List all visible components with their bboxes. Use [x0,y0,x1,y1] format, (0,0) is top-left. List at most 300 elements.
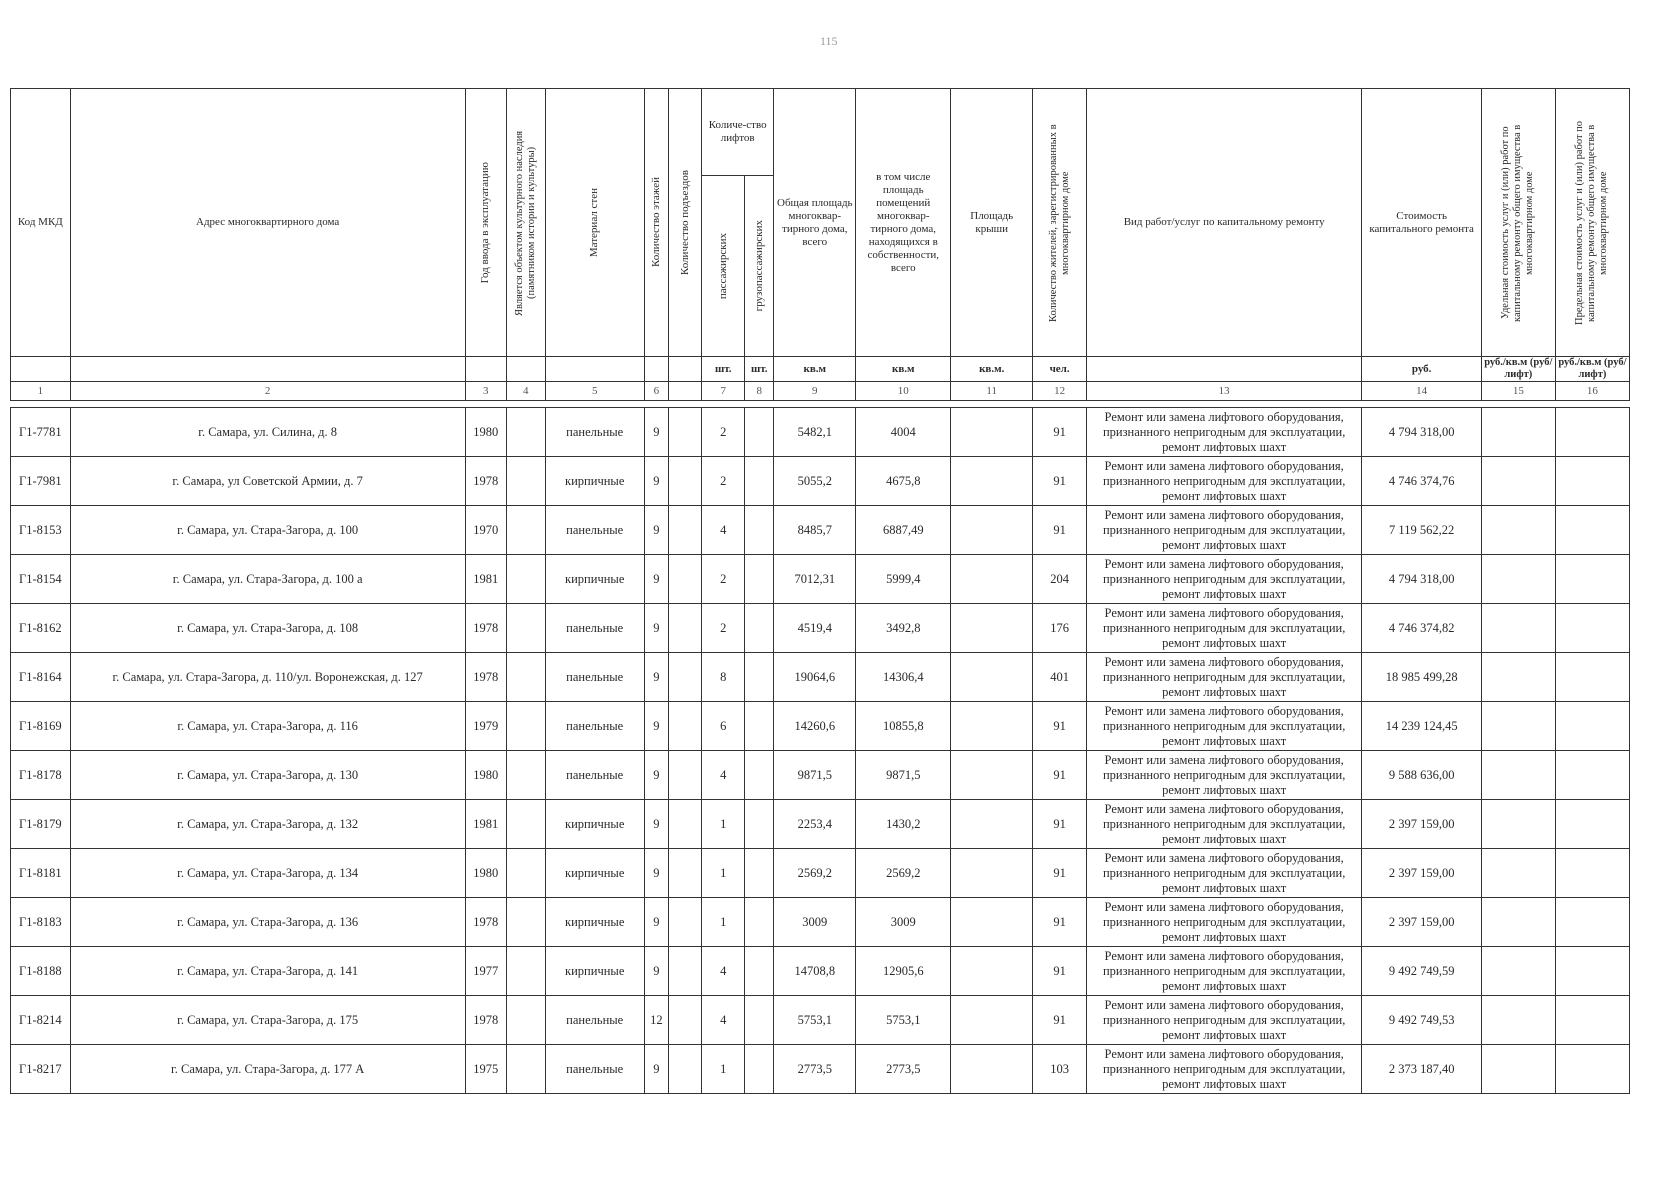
floors-cell: 9 [644,1045,669,1094]
year-cell: 1970 [465,506,506,555]
unit-cost-cell [1481,849,1555,898]
max-cost-cell [1555,800,1629,849]
table-body [11,408,1630,1094]
address-cell: г. Самара, ул Советской Армии, д. 7 [70,457,465,506]
owned-area-cell: 2569,2 [856,849,951,898]
freight-lifts-cell [745,898,774,947]
owned-area-cell: 14306,4 [856,653,951,702]
max-cost-cell [1555,653,1629,702]
year-cell: 1979 [465,702,506,751]
roof-area-cell [951,947,1033,996]
header-address: Адрес многоквартирного дома [70,89,465,357]
heritage-cell [506,457,545,506]
table-row [11,604,1630,653]
table-row [11,947,1630,996]
heritage-cell [506,408,545,457]
entrances-cell [669,1045,702,1094]
col-number: 14 [1362,382,1481,401]
table-row [11,555,1630,604]
repair-cost-cell: 2 373 187,40 [1362,1045,1481,1094]
unit-14: руб. [1362,357,1481,382]
year-cell: 1975 [465,1045,506,1094]
year-cell: 1980 [465,751,506,800]
roof-area-cell [951,702,1033,751]
repair-cost-cell: 7 119 562,22 [1362,506,1481,555]
passenger-lifts-cell: 1 [702,800,745,849]
year-cell: 1981 [465,800,506,849]
max-cost-cell [1555,702,1629,751]
floors-cell: 9 [644,604,669,653]
entrances-cell [669,800,702,849]
unit-blank-5 [545,357,644,382]
residents-cell: 91 [1033,408,1086,457]
roof-area-cell [951,604,1033,653]
table-row [11,849,1630,898]
col-number: 16 [1555,382,1629,401]
work-type-cell: Ремонт или замена лифтового оборудования, признанного непригодным для эксплуатации, ремонт лифтовых шахт [1086,506,1362,555]
total-area-cell: 5753,1 [774,996,856,1045]
unit-blank-6b [669,357,702,382]
address-cell: г. Самара, ул. Стара-Загора, д. 177 А [70,1045,465,1094]
entrances-cell [669,702,702,751]
total-area-cell: 2773,5 [774,1045,856,1094]
residents-cell: 91 [1033,996,1086,1045]
heritage-cell [506,604,545,653]
heritage-cell [506,1045,545,1094]
mkd-code-cell: Г1-7781 [11,408,71,457]
heritage-cell [506,751,545,800]
entrances-cell [669,849,702,898]
header-heritage: Является объектом культурного наследия (памятником истории и культуры) [506,89,545,357]
unit-9: кв.м [774,357,856,382]
freight-lifts-cell [745,996,774,1045]
freight-lifts-cell [745,849,774,898]
wall-material-cell: панельные [545,751,644,800]
max-cost-cell [1555,849,1629,898]
col-number: 6 [644,382,669,401]
table-row [11,408,1630,457]
unit-16: руб./кв.м (руб/лифт) [1555,357,1629,382]
entrances-cell [669,947,702,996]
max-cost-cell [1555,604,1629,653]
col-number: 9 [774,382,856,401]
table-row [11,702,1630,751]
unit-blank-4 [506,357,545,382]
entrances-cell [669,898,702,947]
repair-cost-cell: 9 492 749,59 [1362,947,1481,996]
wall-material-cell: кирпичные [545,555,644,604]
owned-area-cell: 4004 [856,408,951,457]
heritage-cell [506,947,545,996]
unit-7: шт. [702,357,745,382]
work-type-cell: Ремонт или замена лифтового оборудования, признанного непригодным для эксплуатации, ремонт лифтовых шахт [1086,751,1362,800]
unit-cost-cell [1481,408,1555,457]
repair-cost-cell: 4 746 374,76 [1362,457,1481,506]
floors-cell: 9 [644,555,669,604]
mkd-code-cell: Г1-8181 [11,849,71,898]
col-number: 13 [1086,382,1362,401]
unit-8: шт. [745,357,774,382]
max-cost-cell [1555,947,1629,996]
repair-cost-cell: 2 397 159,00 [1362,800,1481,849]
wall-material-cell: кирпичные [545,849,644,898]
passenger-lifts-cell: 2 [702,408,745,457]
floors-cell: 9 [644,702,669,751]
unit-cost-cell [1481,947,1555,996]
address-cell: г. Самара, ул. Стара-Загора, д. 141 [70,947,465,996]
header-lifts-group: Количе-ство лифтов [702,89,774,176]
floors-cell: 9 [644,849,669,898]
floors-cell: 9 [644,506,669,555]
entrances-cell [669,506,702,555]
unit-cost-cell [1481,800,1555,849]
owned-area-cell: 3492,8 [856,604,951,653]
separator [11,401,1630,408]
owned-area-cell: 12905,6 [856,947,951,996]
heritage-cell [506,506,545,555]
floors-cell: 9 [644,457,669,506]
total-area-cell: 5055,2 [774,457,856,506]
col-number: 4 [506,382,545,401]
owned-area-cell: 5753,1 [856,996,951,1045]
roof-area-cell [951,653,1033,702]
header-floors: Количество этажей [644,89,669,357]
unit-11: кв.м. [951,357,1033,382]
mkd-code-cell: Г1-8179 [11,800,71,849]
address-cell: г. Самара, ул. Стара-Загора, д. 132 [70,800,465,849]
mkd-code-cell: Г1-8188 [11,947,71,996]
work-type-cell: Ремонт или замена лифтового оборудования, признанного непригодным для эксплуатации, ремонт лифтовых шахт [1086,1045,1362,1094]
work-type-cell: Ремонт или замена лифтового оборудования, признанного непригодным для эксплуатации, ремонт лифтовых шахт [1086,996,1362,1045]
total-area-cell: 7012,31 [774,555,856,604]
mkd-code-cell: Г1-8154 [11,555,71,604]
header-freight-lifts: грузопассажирских [745,176,774,357]
total-area-cell: 2253,4 [774,800,856,849]
unit-cost-cell [1481,702,1555,751]
total-area-cell: 14260,6 [774,702,856,751]
max-cost-cell [1555,1045,1629,1094]
heritage-cell [506,996,545,1045]
header-year: Год ввода в эксплуатацию [465,89,506,357]
residents-cell: 91 [1033,702,1086,751]
unit-blank-3 [465,357,506,382]
total-area-cell: 3009 [774,898,856,947]
work-type-cell: Ремонт или замена лифтового оборудования, признанного непригодным для эксплуатации, ремонт лифтовых шахт [1086,849,1362,898]
repair-cost-cell: 2 397 159,00 [1362,898,1481,947]
year-cell: 1978 [465,457,506,506]
work-type-cell: Ремонт или замена лифтового оборудования, признанного непригодным для эксплуатации, ремонт лифтовых шахт [1086,898,1362,947]
total-area-cell: 14708,8 [774,947,856,996]
total-area-cell: 5482,1 [774,408,856,457]
residents-cell: 91 [1033,849,1086,898]
unit-cost-cell [1481,457,1555,506]
repair-cost-cell: 2 397 159,00 [1362,849,1481,898]
unit-cost-cell [1481,996,1555,1045]
max-cost-cell [1555,751,1629,800]
entrances-cell [669,996,702,1045]
mkd-code-cell: Г1-8214 [11,996,71,1045]
year-cell: 1978 [465,996,506,1045]
work-type-cell: Ремонт или замена лифтового оборудования, признанного непригодным для эксплуатации, ремонт лифтовых шахт [1086,408,1362,457]
header-residents: Количество жителей, зарегистрированных в многоквартирном доме [1033,89,1086,357]
roof-area-cell [951,996,1033,1045]
unit-blank-2 [70,357,465,382]
entrances-cell [669,751,702,800]
passenger-lifts-cell: 4 [702,947,745,996]
passenger-lifts-cell: 4 [702,996,745,1045]
unit-cost-cell [1481,751,1555,800]
work-type-cell: Ремонт или замена лифтового оборудования, признанного непригодным для эксплуатации, ремонт лифтовых шахт [1086,653,1362,702]
total-area-cell: 2569,2 [774,849,856,898]
heritage-cell [506,800,545,849]
work-type-cell: Ремонт или замена лифтового оборудования, признанного непригодным для эксплуатации, ремонт лифтовых шахт [1086,555,1362,604]
owned-area-cell: 3009 [856,898,951,947]
header-repair-cost: Стоимость капитального ремонта [1362,89,1481,357]
passenger-lifts-cell: 2 [702,555,745,604]
year-cell: 1981 [465,555,506,604]
entrances-cell [669,604,702,653]
repair-cost-cell: 4 746 374,82 [1362,604,1481,653]
col-number: 2 [70,382,465,401]
header-roof-area: Площадь крыши [951,89,1033,357]
freight-lifts-cell [745,604,774,653]
header-unit-cost: Удельная стоимость услуг и (или) работ по капитальному ремонту общего имущества в многоквартирном доме [1481,89,1555,357]
col-number: 11 [951,382,1033,401]
header-code: Код МКД [11,89,71,357]
heritage-cell [506,555,545,604]
col-number: 15 [1481,382,1555,401]
owned-area-cell: 10855,8 [856,702,951,751]
wall-material-cell: панельные [545,1045,644,1094]
entrances-cell [669,408,702,457]
total-area-cell: 8485,7 [774,506,856,555]
table-row [11,996,1630,1045]
wall-material-cell: кирпичные [545,457,644,506]
total-area-cell: 19064,6 [774,653,856,702]
header-max-cost: Предельная стоимость услуг и (или) работ по капитальному ремонту общего имущества в многоквартирном доме [1555,89,1629,357]
floors-cell: 9 [644,800,669,849]
wall-material-cell: панельные [545,653,644,702]
mkd-code-cell: Г1-8164 [11,653,71,702]
unit-cost-cell [1481,555,1555,604]
work-type-cell: Ремонт или замена лифтового оборудования, признанного непригодным для эксплуатации, ремонт лифтовых шахт [1086,604,1362,653]
header-wall-material: Материал стен [545,89,644,357]
address-cell: г. Самара, ул. Стара-Загора, д. 100 [70,506,465,555]
freight-lifts-cell [745,947,774,996]
repair-cost-cell: 9 588 636,00 [1362,751,1481,800]
year-cell: 1977 [465,947,506,996]
residents-cell: 91 [1033,800,1086,849]
roof-area-cell [951,849,1033,898]
roof-area-cell [951,457,1033,506]
passenger-lifts-cell: 1 [702,1045,745,1094]
work-type-cell: Ремонт или замена лифтового оборудования, признанного непригодным для эксплуатации, ремонт лифтовых шахт [1086,800,1362,849]
mkd-code-cell: Г1-8183 [11,898,71,947]
max-cost-cell [1555,506,1629,555]
mkd-code-cell: Г1-8162 [11,604,71,653]
roof-area-cell [951,555,1033,604]
wall-material-cell: панельные [545,506,644,555]
owned-area-cell: 5999,4 [856,555,951,604]
work-type-cell: Ремонт или замена лифтового оборудования, признанного непригодным для эксплуатации, ремонт лифтовых шахт [1086,947,1362,996]
max-cost-cell [1555,408,1629,457]
work-type-cell: Ремонт или замена лифтового оборудования, признанного непригодным для эксплуатации, ремонт лифтовых шахт [1086,702,1362,751]
floors-cell: 9 [644,751,669,800]
table-row [11,751,1630,800]
table-row [11,653,1630,702]
table-row [11,457,1630,506]
table-row [11,800,1630,849]
header-work-type: Вид работ/услуг по капитальному ремонту [1086,89,1362,357]
unit-12: чел. [1033,357,1086,382]
page-number: 115 [820,34,838,48]
passenger-lifts-cell: 8 [702,653,745,702]
col-number: 1 [11,382,71,401]
wall-material-cell: панельные [545,408,644,457]
table-row [11,506,1630,555]
residents-cell: 401 [1033,653,1086,702]
total-area-cell: 9871,5 [774,751,856,800]
freight-lifts-cell [745,1045,774,1094]
passenger-lifts-cell: 4 [702,751,745,800]
year-cell: 1978 [465,604,506,653]
mkd-code-cell: Г1-8178 [11,751,71,800]
address-cell: г. Самара, ул. Стара-Загора, д. 110/ул. Воронежская, д. 127 [70,653,465,702]
address-cell: г. Самара, ул. Силина, д. 8 [70,408,465,457]
unit-cost-cell [1481,653,1555,702]
mkd-code-cell: Г1-8153 [11,506,71,555]
heritage-cell [506,898,545,947]
header-owned-area: в том числе площадь помещений многоквар-тирного дома, находящихся в собственности, всего [856,89,951,357]
col-number: 8 [745,382,774,401]
wall-material-cell: панельные [545,702,644,751]
col-number: 3 [465,382,506,401]
freight-lifts-cell [745,555,774,604]
freight-lifts-cell [745,751,774,800]
owned-area-cell: 2773,5 [856,1045,951,1094]
residents-cell: 91 [1033,947,1086,996]
header-passenger-lifts: пассажирских [702,176,745,357]
owned-area-cell: 6887,49 [856,506,951,555]
address-cell: г. Самара, ул. Стара-Загора, д. 108 [70,604,465,653]
roof-area-cell [951,408,1033,457]
passenger-lifts-cell: 2 [702,604,745,653]
table-row [11,1045,1630,1094]
freight-lifts-cell [745,653,774,702]
unit-cost-cell [1481,898,1555,947]
capital-repair-table [10,88,1630,1094]
passenger-lifts-cell: 2 [702,457,745,506]
mkd-code-cell: Г1-7981 [11,457,71,506]
passenger-lifts-cell: 4 [702,506,745,555]
address-cell: г. Самара, ул. Стара-Загора, д. 130 [70,751,465,800]
unit-15: руб./кв.м (руб/лифт) [1481,357,1555,382]
year-cell: 1980 [465,849,506,898]
total-area-cell: 4519,4 [774,604,856,653]
passenger-lifts-cell: 6 [702,702,745,751]
floors-cell: 9 [644,408,669,457]
residents-cell: 91 [1033,751,1086,800]
residents-cell: 91 [1033,457,1086,506]
col-number: 10 [856,382,951,401]
wall-material-cell: кирпичные [545,800,644,849]
unit-blank-1 [11,357,71,382]
wall-material-cell: кирпичные [545,898,644,947]
floors-cell: 12 [644,996,669,1045]
wall-material-cell: кирпичные [545,947,644,996]
heritage-cell [506,702,545,751]
address-cell: г. Самара, ул. Стара-Загора, д. 136 [70,898,465,947]
wall-material-cell: панельные [545,996,644,1045]
col-number-blank [669,382,702,401]
address-cell: г. Самара, ул. Стара-Загора, д. 116 [70,702,465,751]
year-cell: 1978 [465,653,506,702]
roof-area-cell [951,751,1033,800]
col-number: 7 [702,382,745,401]
address-cell: г. Самара, ул. Стара-Загора, д. 100 а [70,555,465,604]
col-number: 12 [1033,382,1086,401]
passenger-lifts-cell: 1 [702,898,745,947]
residents-cell: 103 [1033,1045,1086,1094]
residents-cell: 204 [1033,555,1086,604]
wall-material-cell: панельные [545,604,644,653]
floors-cell: 9 [644,653,669,702]
owned-area-cell: 1430,2 [856,800,951,849]
address-cell: г. Самара, ул. Стара-Загора, д. 134 [70,849,465,898]
owned-area-cell: 9871,5 [856,751,951,800]
repair-cost-cell: 4 794 318,00 [1362,408,1481,457]
table-row [11,898,1630,947]
roof-area-cell [951,506,1033,555]
year-cell: 1980 [465,408,506,457]
max-cost-cell [1555,555,1629,604]
unit-blank-13 [1086,357,1362,382]
repair-cost-cell: 9 492 749,53 [1362,996,1481,1045]
unit-cost-cell [1481,1045,1555,1094]
roof-area-cell [951,898,1033,947]
header-entrances: Количество подъездов [669,89,702,357]
roof-area-cell [951,1045,1033,1094]
col-number: 5 [545,382,644,401]
freight-lifts-cell [745,702,774,751]
unit-blank-6 [644,357,669,382]
repair-cost-cell: 4 794 318,00 [1362,555,1481,604]
address-cell: г. Самара, ул. Стара-Загора, д. 175 [70,996,465,1045]
residents-cell: 91 [1033,898,1086,947]
entrances-cell [669,653,702,702]
max-cost-cell [1555,457,1629,506]
year-cell: 1978 [465,898,506,947]
mkd-code-cell: Г1-8169 [11,702,71,751]
residents-cell: 176 [1033,604,1086,653]
entrances-cell [669,555,702,604]
unit-cost-cell [1481,604,1555,653]
unit-cost-cell [1481,506,1555,555]
unit-10: кв.м [856,357,951,382]
work-type-cell: Ремонт или замена лифтового оборудования, признанного непригодным для эксплуатации, ремонт лифтовых шахт [1086,457,1362,506]
header-total-area: Общая площадь многоквар-тирного дома, всего [774,89,856,357]
max-cost-cell [1555,996,1629,1045]
entrances-cell [669,457,702,506]
max-cost-cell [1555,898,1629,947]
freight-lifts-cell [745,506,774,555]
repair-cost-cell: 14 239 124,45 [1362,702,1481,751]
heritage-cell [506,849,545,898]
floors-cell: 9 [644,898,669,947]
passenger-lifts-cell: 1 [702,849,745,898]
residents-cell: 91 [1033,506,1086,555]
mkd-code-cell: Г1-8217 [11,1045,71,1094]
